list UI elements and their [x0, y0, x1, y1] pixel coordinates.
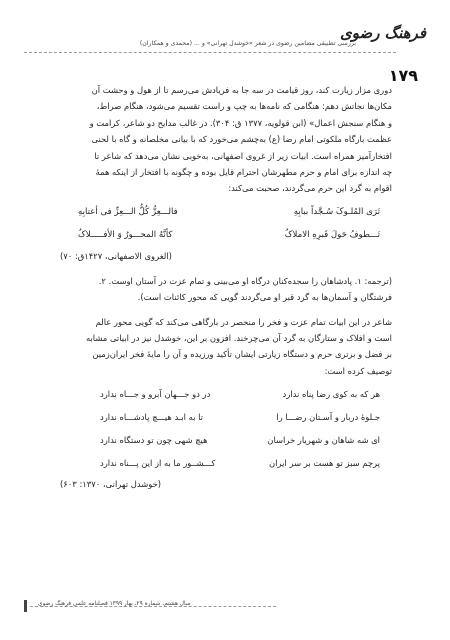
- verse-row: [56, 224, 392, 247]
- persian-citation: (خوشدل تهرانی، ۱۳۷۰: ۶۰۳): [60, 479, 162, 490]
- footer-bar: [24, 600, 27, 612]
- running-head: بررسی تطبیقی مضامین رضوی در شعر «خوشدل تهرانی» و ... (محمدی و همکاران): [139, 40, 356, 47]
- verse-row: [56, 383, 392, 406]
- verse-first-hemistich: جـلوهٔ دربار و آسـتان رضـــا را: [276, 412, 380, 423]
- paragraph-1: [56, 82, 392, 197]
- verse-row: [56, 452, 392, 475]
- verse-row: [56, 201, 392, 224]
- verse-second-hemistich: تا به ابـد هیـــچ پادشـــاه ندارد: [100, 412, 203, 423]
- text-line: فرشتگان و آسمان‌ها به گرد قبر او می‌گردند گویی که محور کائنات است).: [137, 292, 392, 303]
- text-line: چه اندازه برای امام و حرم مطهرشان احترام قایل بوده و چگونه با افتخار از اینکه همهٔ: [95, 167, 392, 178]
- spacer: [56, 306, 392, 314]
- arabic-verses: [56, 201, 392, 265]
- text-line: و هنگام سنجش اعمال» (ابن قولویه، ۱۳۷۷ ق: ۳۰۴). در غالب مدایح دو شاعر، کرامت و: [89, 117, 392, 128]
- verse-first-hemistich: تَرَی المُلـوکَ سُـجَّداً ببابِهِ: [293, 206, 380, 217]
- persian-verses: [56, 383, 392, 493]
- verse-row: [56, 406, 392, 429]
- text-line: توصیف کرده است:: [324, 365, 392, 376]
- text-line: شاعر در این ابیات تمام عزت و فخر را منحصر در بارگاهی می‌کند که گویی محور عالم: [95, 316, 392, 327]
- text-line: مکان‌ها نجاتش دهم: هنگامی که نامه‌ها به چپ و راست تقسیم می‌شود، هنگام صراط،: [96, 101, 392, 112]
- text-line: عظمت بارگاه ملکوتی امام رضا (ع) به‌چشم می‌خورد که با بیانی مخلصانه و گاه با لحنی: [91, 134, 392, 145]
- footer-text: سال هشتم، شماره ۲۹، بهار ۱۳۹۹ فصلنامه علمی فرهنگ رضوی: [38, 601, 191, 607]
- verse-first-hemistich: ای شه شاهان و شهریار خراسان: [267, 435, 380, 446]
- paragraph-2: [56, 314, 392, 380]
- verse-second-hemistich: هیچ شهی چون تو دستگاه ندارد: [100, 435, 208, 446]
- verse-first-hemistich: پرچم سبز تو هست بر سر ایران: [269, 458, 380, 469]
- spacer: [56, 265, 392, 273]
- journal-logo: فرهنگ رضوی: [339, 24, 426, 42]
- text-line: (ترجمه: ۱. پادشاهان را سجده‌کنان درگاه او می‌بینی و تمام عزت در آستان اوست. ۲.: [98, 275, 392, 286]
- text-line: است و افلاک و ستارگان به گرد آن می‌چرخند. افزون بر این، خوشدل نیز در ابیاتی مشابه: [85, 333, 392, 344]
- translation-paragraph: [56, 273, 392, 306]
- verse-second-hemistich: کأنَّهُ المحـــورُ وَ الأفـــــلاکُ: [78, 229, 173, 240]
- page-footer: [24, 600, 426, 612]
- verse-second-hemistich: کـــشــور ما به از این پـــناه ندارد: [100, 458, 216, 469]
- verse-first-hemistich: تَـــطوفُ حَولَ قَبرِهِ الاملاکُ: [284, 229, 380, 240]
- page-number: ۱۷۹: [388, 66, 418, 85]
- verse-second-hemistich: فالـــعِزُّ کُلُّ الـــعِزِّ فی أعتابِهِ: [78, 206, 178, 217]
- text-line: دوری مزار زیارت کند، روز قیامت در سه جا به فریادش می‌رسم تا از هول و وحشت آن: [91, 85, 392, 95]
- arabic-citation: (الغروی الاصفهانی، ۱۴۲۷ق: ۷۰): [60, 250, 172, 261]
- verse-second-hemistich: در دو جـــهان آبرو و جـــاه ندارد: [100, 389, 211, 400]
- text-line: اقوام به گرد این حرم می‌گردند، صحبت می‌کند:: [228, 183, 392, 194]
- text-line: افتخارآمیز همراه است. ابیات زیر از غروی اصفهانی، به‌خوبی نشان می‌دهد که شاعر تا: [94, 150, 392, 161]
- page-header: [24, 24, 426, 85]
- header-rule: [24, 52, 396, 53]
- verse-row: [56, 429, 392, 452]
- verse-first-hemistich: هر که به کوی رضا پناه ندارد: [282, 389, 380, 400]
- article-body: [56, 82, 392, 493]
- text-line: بر فضل و برتری حرم و دستگاه زیارتی ایشان تأکید ورزیده و آن را مایهٔ فخر ایران‌زمین: [92, 349, 392, 360]
